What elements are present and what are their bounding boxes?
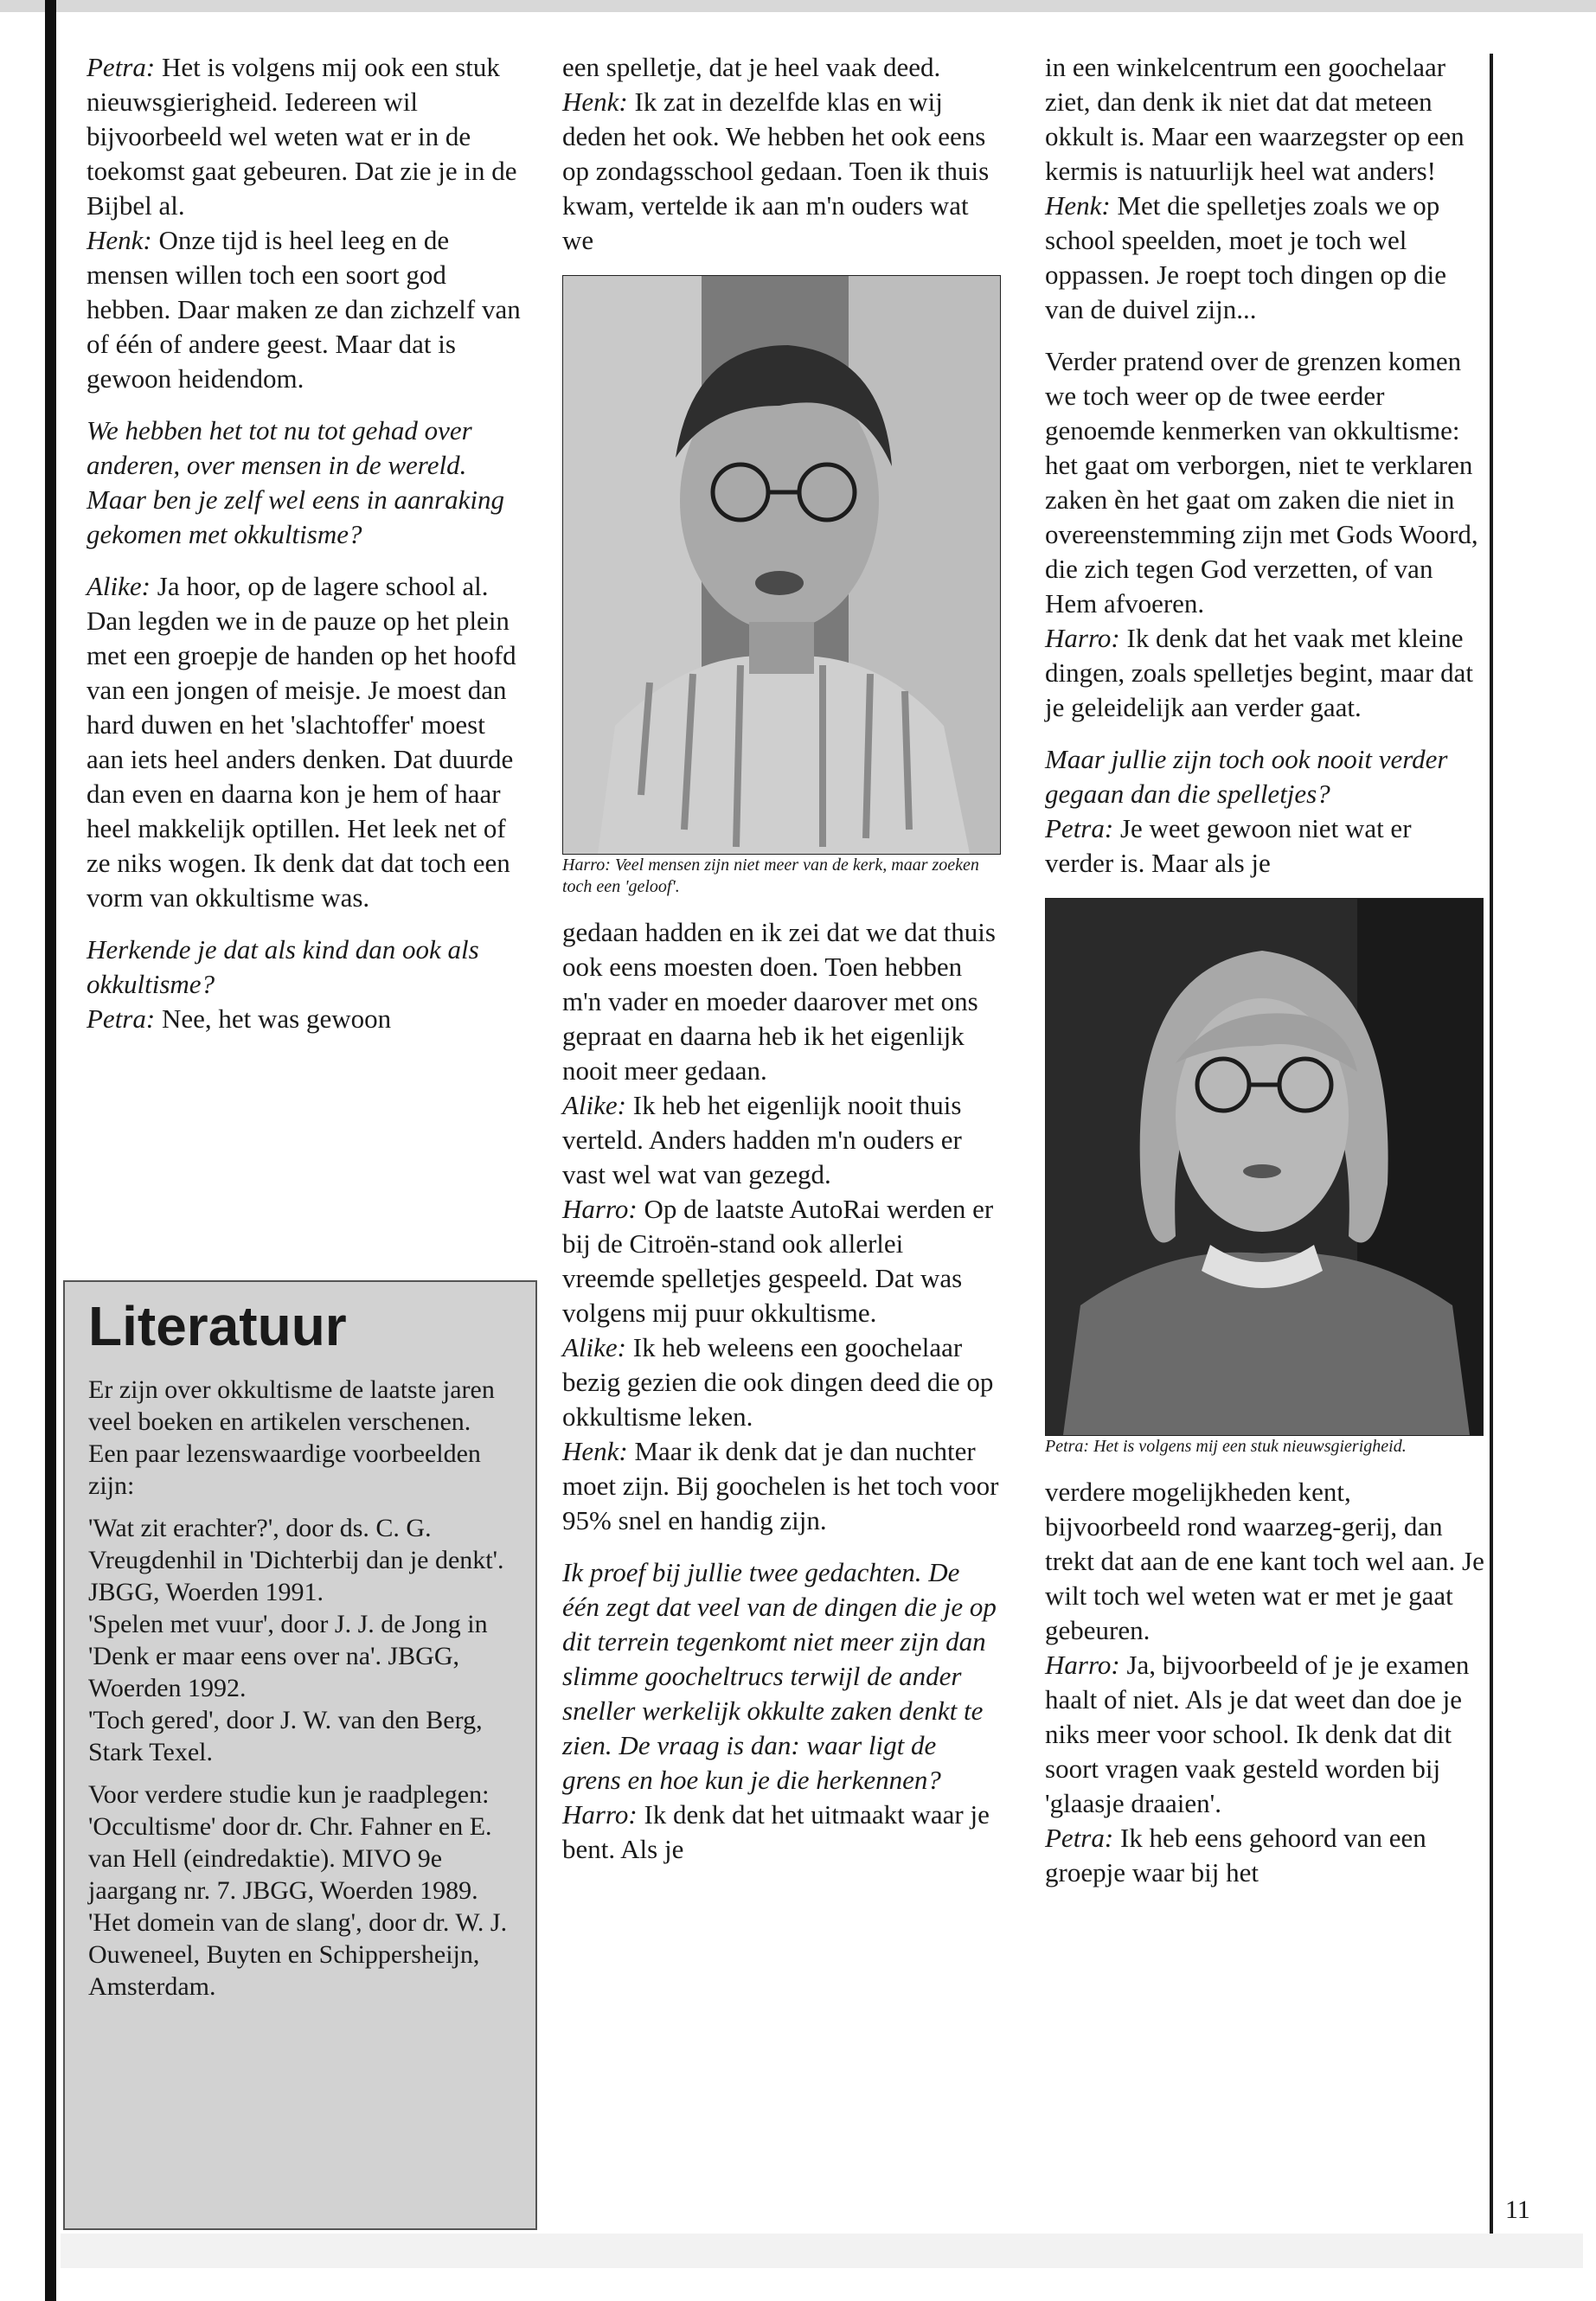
speech-text: Ik denk dat het uitmaakt waar je bent. Als je [562, 1799, 990, 1864]
paragraph [562, 915, 999, 1538]
column-3 [1045, 50, 1486, 1907]
speech-text: Op de laatste AutoRai werden er bij de Citroën-stand ook allerlei vreemde spelletjes gespeeld. Dat was volgens mij puur okkultisme. [562, 1194, 994, 1328]
speech-text: Ja hoor, op de lagere school al. Dan legden we in de pauze op het plein met een groepje de handen op het hoofd van een jongen of meisje. Je moest dan hard duwen en het 'slachtoffer' moest aan iets heel anders denken. Dat duurde dan even en daarna kon je hem of haar heel makkelijk optillen. Het leek net of ze niks wogen. Ik denk dat dat toch een vorm van okkultisme was. [87, 571, 516, 913]
interviewer-question: We hebben het tot nu tot gehad over anderen, over mensen in de wereld. Maar ben je zelf wel eens in aanraking gekomen met okkultisme? [87, 415, 504, 549]
speech-text: Nee, het was gewoon [155, 1003, 392, 1034]
speech-text: Ik heb het eigenlijk nooit thuis verteld. Anders hadden m'n ouders er vast wel wat van gezegd. [562, 1090, 962, 1189]
portrait-image [563, 276, 1000, 854]
literature-title: Literatuur [88, 1295, 347, 1357]
photo-harro [562, 275, 1001, 855]
page-edge-bar [45, 0, 56, 2301]
photo-petra [1045, 898, 1484, 1436]
paragraph [1045, 742, 1486, 881]
column-rule [1490, 54, 1493, 2234]
portrait-image [1046, 899, 1483, 1435]
paragraph [1045, 50, 1486, 327]
speaker: Alike: [562, 1332, 627, 1362]
speech-text: in een winkelcentrum een goochelaar ziet, dan denk ik niet dat dat meteen okkult is. Maar een waarzegster op een kermis is natuurlijk heel wat anders! [1045, 52, 1465, 186]
speech-text: Het is volgens mij ook een stuk nieuwsgierigheid. Iedereen wil bijvoorbeeld wel weten wat er in de toekomst gaat gebeuren. Dat zie je in de Bijbel al. [87, 52, 517, 221]
speech-text: Ja, bijvoorbeeld of je je examen haalt of niet. Als je dat weet dan doe je niks meer voor school. Ik denk dat dit soort vragen vaak gesteld worden bij 'glaasje draaien'. [1045, 1650, 1470, 1818]
speech-text: een spelletje, dat je heel vaak deed. [562, 52, 941, 82]
scan-bottom-shade [61, 2234, 1583, 2268]
paragraph [562, 50, 999, 258]
literature-reference: 'Het domein van de slang', door dr. W. J. Ouweneel, Buyten en Schippersheijn, Amsterdam. [88, 1908, 508, 2001]
literature-intro-2: Voor verdere studie kun je raadplegen: [88, 1780, 490, 1809]
paragraph [1045, 1475, 1486, 1890]
speaker: Henk: [562, 87, 628, 117]
speech-text: Ik heb eens gehoord van een groepje waar bij het [1045, 1823, 1426, 1888]
literature-reference: 'Spelen met vuur', door J. J. de Jong in 'Denk er maar eens over na'. JBGG, Woerden 1992. [88, 1610, 488, 1702]
speech-text: Ik heb weleens een goochelaar bezig gezien die ook dingen deed die op okkultisme leken. [562, 1332, 994, 1432]
literature-intro: Er zijn over okkultisme de laatste jaren veel boeken en artikelen verschenen. Een paar lezenswaardige voorbeelden zijn: [88, 1375, 495, 1500]
speech-text: Onze tijd is heel leeg en de mensen willen toch een soort god hebben. Daar maken ze dan zichzelf van of één of andere geest. Maar dat is gewoon heidendom. [87, 225, 521, 394]
speech-text: Verder pratend over de grenzen komen we toch weer op de twee eerder genoemde kenmerken van okkultisme: het gaat om verborgen, niet te verklaren zaken èn het gaat om zaken die niet in overeenstemming zijn met Gods Woord, die zich tegen God verzetten, of van Hem afvoeren. [1045, 346, 1478, 619]
photo-caption: Harro: Veel mensen zijn niet meer van de kerk, maar zoeken toch een 'geloof'. [562, 856, 979, 896]
speaker: Henk: [562, 1436, 628, 1466]
literature-refs-group [88, 1512, 515, 1768]
speaker: Alike: [87, 571, 151, 601]
speaker: Harro: [562, 1194, 638, 1224]
paragraph [87, 933, 523, 1036]
literature-reference: 'Occultisme' door dr. Chr. Fahner en E. van Hell (eindredaktie). MIVO 9e jaargang nr. 7. JBGG, Woerden 1989. [88, 1812, 492, 1905]
paragraph [87, 569, 523, 915]
speaker: Petra: [87, 52, 156, 82]
photo-caption: Petra: Het is volgens mij een stuk nieuwsgierigheid. [1045, 1437, 1407, 1456]
speaker: Henk: [87, 225, 152, 255]
page-number: 11 [1505, 2195, 1530, 2224]
scan-top-shade [0, 0, 1596, 12]
speech-text: Met die spelletjes zoals we op school speelden, moet je toch wel oppassen. Je roept toch dingen op die van de duivel zijn... [1045, 190, 1447, 324]
interviewer-question: Maar jullie zijn toch ook nooit verder gegaan dan die spelletjes? [1045, 744, 1448, 809]
speech-text: Ik zat in dezelfde klas en wij deden het ook. We hebben het ook eens op zondagsschool gedaan. Toen ik thuis kwam, vertelde ik aan m'n ouders wat we [562, 87, 990, 255]
column-1 [87, 50, 523, 1054]
speaker: Petra: [1045, 813, 1114, 843]
speech-text: verdere mogelijkheden kent, bijvoorbeeld rond waarzeg-gerij, dan trekt dat aan de ene kant toch wel aan. Je wilt toch wel weten wat er met je gaat gebeuren. [1045, 1477, 1484, 1645]
speech-text: Je weet gewoon niet wat er verder is. Maar als je [1045, 813, 1412, 878]
column-2 [562, 50, 999, 1884]
speech-text: Ik denk dat het vaak met kleine dingen, zoals spelletjes begint, maar dat je geleidelijk aan verder gaat. [1045, 623, 1473, 722]
paragraph [87, 50, 523, 396]
speaker: Harro: [1045, 1650, 1120, 1680]
literature-refs-group [88, 1779, 515, 2003]
speaker: Petra: [1045, 1823, 1114, 1853]
literature-reference: 'Toch gered', door J. W. van den Berg, Stark Texel. [88, 1706, 483, 1766]
speech-text: gedaan hadden en ik zei dat we dat thuis ook eens moesten doen. Toen hebben m'n vader en moeder daarover met ons gepraat en daarna heb ik het eigenlijk nooit meer gedaan. [562, 917, 996, 1086]
literature-box [63, 1280, 537, 2230]
paragraph [562, 1555, 999, 1867]
speaker: Harro: [562, 1799, 638, 1830]
paragraph [1045, 344, 1486, 725]
speaker: Harro: [1045, 623, 1120, 653]
speech-text: Maar ik denk dat je dan nuchter moet zijn. Bij goochelen is het toch voor 95% snel en handig zijn. [562, 1436, 999, 1535]
interviewer-question: Ik proef bij jullie twee gedachten. De één zegt dat veel van de dingen die je op dit terrein tegenkomt niet meer zijn dan slimme goocheltrucs terwijl de ander sneller werkelijk okkulte zaken denkt te zien. De vraag is dan: waar ligt de grens en hoe kun je die herkennen? [562, 1557, 997, 1795]
speaker: Petra: [87, 1003, 156, 1034]
literature-reference: 'Wat zit erachter?', door ds. C. G. Vreugdenhil in 'Dichterbij dan je denkt'. JBGG, Woerden 1991. [88, 1514, 504, 1606]
interviewer-question: Herkende je dat als kind dan ook als okkultisme? [87, 934, 479, 999]
speaker: Alike: [562, 1090, 627, 1120]
speaker: Henk: [1045, 190, 1111, 221]
